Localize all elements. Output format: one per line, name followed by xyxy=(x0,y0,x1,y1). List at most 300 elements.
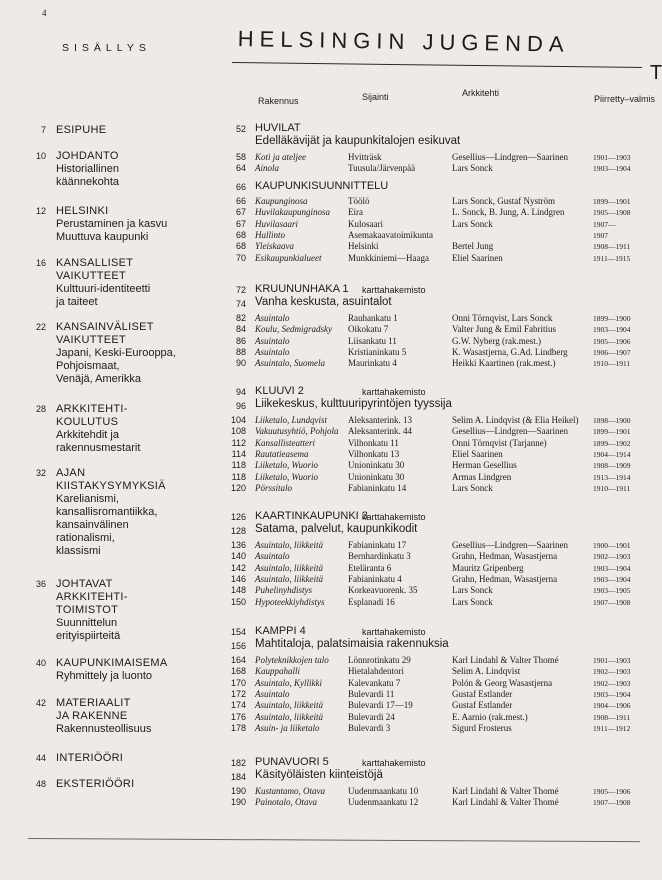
building-location: Aleksanterink. 13 xyxy=(348,415,412,425)
building-name: Huvilasaari xyxy=(255,218,299,229)
left-entry-page: 28 xyxy=(35,404,46,414)
building-row xyxy=(230,574,650,585)
building-years: 1903—1904 xyxy=(593,164,631,174)
building-architect: Lars Sonck xyxy=(452,163,493,174)
building-row xyxy=(230,230,650,241)
left-entry xyxy=(56,778,134,791)
building-row xyxy=(230,163,650,174)
building-row xyxy=(230,460,650,471)
building-location: Unioninkatu 30 xyxy=(348,471,405,482)
building-location: Lönnrotinkatu 29 xyxy=(348,655,411,665)
building-architect: Lars Sonck, Gustaf Nyström xyxy=(452,196,555,206)
building-architect: E. Aarnio (rak.mest.) xyxy=(452,711,528,722)
section-subtitle: Vanha keskusta, asuintalot xyxy=(255,296,392,308)
building-row xyxy=(230,666,650,677)
building-name: Asuintalo xyxy=(255,688,290,699)
building-architect: Herman Gesellius xyxy=(452,460,517,471)
building-name: Asuintalo xyxy=(255,346,290,357)
building-page: 178 xyxy=(230,722,246,733)
building-page: 67 xyxy=(235,218,246,229)
building-row xyxy=(230,449,650,460)
building-architect: Onni Törnqvist, Lars Sonck xyxy=(452,313,553,323)
building-row xyxy=(230,712,650,723)
section-map-label: karttahakemisto xyxy=(362,387,426,397)
building-row xyxy=(230,207,650,218)
building-years: 1908—1911 xyxy=(593,242,631,252)
building-page: 140 xyxy=(230,551,246,562)
building-page: 88 xyxy=(235,346,246,357)
left-entry-subheading: Japani, Keski-Eurooppa, xyxy=(56,347,176,359)
building-page: 112 xyxy=(231,437,246,448)
building-row xyxy=(230,241,650,252)
building-location: Asemakaavatoimikunta xyxy=(348,229,433,240)
bottom-rule xyxy=(28,838,640,842)
left-entry-subheading: erityispiirteitä xyxy=(56,630,121,642)
building-architect: Gesellius—Lindgren—Saarinen xyxy=(452,152,568,162)
section-page: 52 xyxy=(235,124,246,134)
section-page: 182 xyxy=(230,758,246,768)
building-years: 1906—1907 xyxy=(593,347,631,357)
left-entry xyxy=(56,403,140,455)
building-row xyxy=(230,253,650,264)
building-row xyxy=(230,551,650,562)
building-architect: Gustaf Estlander xyxy=(452,700,513,711)
building-page: 58 xyxy=(235,152,246,162)
building-page: 176 xyxy=(230,711,246,722)
building-location: Hvitträsk xyxy=(348,152,382,162)
building-page: 90 xyxy=(235,358,246,369)
section-subtitle-page: 184 xyxy=(230,772,246,782)
col-header-building: Rakennus xyxy=(258,96,299,106)
building-architect: Eliel Saarinen xyxy=(452,252,503,263)
building-row xyxy=(230,358,650,369)
building-row xyxy=(230,336,650,347)
building-name: Asuintalo xyxy=(255,551,290,562)
col-header-architect: Arkkitehti xyxy=(462,88,500,98)
building-years: 1898—1900 xyxy=(593,416,631,425)
left-entry-page: 12 xyxy=(35,206,46,216)
building-years: 1899—1901 xyxy=(593,427,631,437)
building-page: 68 xyxy=(235,229,246,240)
building-location: Aleksanterink. 44 xyxy=(348,426,412,437)
building-years: 1907—1908 xyxy=(593,597,631,607)
building-page: 190 xyxy=(230,797,246,808)
left-entry xyxy=(56,657,167,683)
building-name: Hypoteekkiyhdistys xyxy=(255,596,325,607)
col-header-location: Sijainti xyxy=(362,92,389,102)
section-page: 154 xyxy=(230,627,246,637)
building-architect: Karl Lindahl & Valter Thomé xyxy=(452,655,559,665)
building-architect: Lars Sonck xyxy=(452,218,493,229)
section-subtitle-page: 156 xyxy=(230,641,246,651)
building-page: 170 xyxy=(230,677,246,688)
book-title-overflow: T xyxy=(650,62,662,84)
building-page: 114 xyxy=(231,448,246,459)
building-architect: Eliel Saarinen xyxy=(452,448,503,459)
building-location: Vilhonkatu 13 xyxy=(348,448,400,459)
building-row xyxy=(230,597,650,608)
building-row xyxy=(230,678,650,689)
building-location: Uudenmaankatu 12 xyxy=(348,797,419,808)
section-page: 66 xyxy=(235,182,246,192)
building-years: 1904—1906 xyxy=(593,701,631,711)
building-years: 1899—1900 xyxy=(593,314,631,323)
building-location: Maurinkatu 4 xyxy=(348,358,397,369)
section-subtitle: Mahtitaloja, palatsimaisia rakennuksia xyxy=(255,638,449,650)
left-entry xyxy=(56,697,151,736)
building-page: 64 xyxy=(235,163,246,174)
building-location: Munkkiniemi—Haaga xyxy=(348,252,429,263)
building-name: Puhelinyhdistys xyxy=(255,585,312,596)
building-page: 70 xyxy=(235,252,246,263)
building-location: Unioninkatu 30 xyxy=(348,460,405,471)
building-location: Bulevardi 17—19 xyxy=(348,700,413,711)
building-name: Asuintalo, liikkeitä xyxy=(255,540,323,550)
building-location: Fabianinkatu 14 xyxy=(348,482,407,493)
building-page: 104 xyxy=(230,415,246,425)
building-page: 66 xyxy=(235,196,246,206)
building-years: 1904—1914 xyxy=(593,449,631,459)
building-name: Kauppahalli xyxy=(255,666,301,677)
building-page: 118 xyxy=(231,460,246,471)
title-rule xyxy=(232,62,642,68)
left-entry-heading: KANSALLISET xyxy=(56,257,134,269)
building-row xyxy=(230,415,650,426)
building-architect: Bertel Jung xyxy=(452,241,494,252)
left-entry-heading: INTERIÖÖRI xyxy=(56,752,124,764)
section-page: 72 xyxy=(235,285,246,295)
left-entry-subheading: rakennusmestarit xyxy=(56,442,141,454)
section-title: KAARTINKAUPUNKI 3 xyxy=(255,510,368,522)
building-page: 86 xyxy=(235,335,246,346)
left-entry-heading: ARKKITEHTI- xyxy=(56,403,128,415)
building-architect: Polón & Georg Wasastjerna xyxy=(452,677,553,688)
section-subtitle: Liikekeskus, kulttuuripyrintöjen tyyssija xyxy=(255,398,452,410)
building-architect: Onni Törnqvist (Tarjanne) xyxy=(452,437,547,448)
building-row xyxy=(230,786,650,797)
building-page: 108 xyxy=(230,426,246,437)
left-entry-subheading: Kulttuuri-identiteetti xyxy=(56,283,151,295)
left-entry-subheading: Suunnittelun xyxy=(56,617,118,629)
building-location: Bulevardi 3 xyxy=(348,722,391,733)
building-page: 136 xyxy=(230,540,246,550)
building-years: 1901—1903 xyxy=(593,153,631,162)
building-years: 1905—1906 xyxy=(593,787,631,796)
section-title: KAMPPI 4 xyxy=(255,625,306,637)
building-architect: L. Sonck, B. Jung, A. Lindgren xyxy=(452,207,565,218)
building-page: 142 xyxy=(230,562,246,573)
building-row xyxy=(230,563,650,574)
building-architect: Heikki Kaartinen (rak.mest.) xyxy=(452,358,556,369)
building-row xyxy=(230,483,650,494)
building-architect: Karl Lindahl & Valter Thomé xyxy=(452,786,559,796)
left-entry-heading: VAIKUTTEET xyxy=(56,270,127,282)
section-title: HUVILAT xyxy=(255,122,301,134)
section-subtitle-page: 96 xyxy=(235,401,246,411)
left-entry-page: 36 xyxy=(35,579,46,589)
building-years: 1908—1911 xyxy=(593,712,631,722)
building-row xyxy=(230,196,650,207)
building-location: Kristianinkatu 5 xyxy=(348,346,407,357)
building-years: 1903—1904 xyxy=(593,574,631,584)
building-location: Eira xyxy=(348,207,363,218)
building-years: 1910—1911 xyxy=(593,483,631,493)
left-entry-heading: TOIMISTOT xyxy=(56,604,119,616)
left-entry-heading: EKSTERIÖÖRI xyxy=(56,778,135,790)
left-entry-subheading: Rakennusteollisuus xyxy=(56,723,152,735)
building-architect: Gustaf Estlander xyxy=(452,688,513,699)
building-page: 67 xyxy=(235,207,246,218)
left-entry xyxy=(56,257,150,309)
building-architect: Grahn, Hedman, Wasastjerna xyxy=(452,551,558,562)
building-row xyxy=(230,655,650,666)
building-years: 1907— xyxy=(593,219,616,229)
building-name: Asuintalo, Kyllikki xyxy=(255,677,322,688)
building-row xyxy=(230,347,650,358)
building-page: 120 xyxy=(230,482,246,493)
building-name: Polyteknikkojen talo xyxy=(255,655,329,665)
section-subtitle: Käsityöläisten kiinteistöjä xyxy=(255,769,383,781)
left-entry-subheading: Historiallinen xyxy=(56,163,119,175)
building-name: Liiketalo, Wuorio xyxy=(255,471,318,482)
building-row xyxy=(230,700,650,711)
building-page: 172 xyxy=(230,688,246,699)
building-name: Kaupunginosa xyxy=(255,196,308,206)
building-name: Huvilakaupunginosa xyxy=(255,207,330,218)
building-architect: Lars Sonck xyxy=(452,482,493,493)
left-entry-heading: JA RAKENNE xyxy=(56,710,128,722)
left-entry-heading: KAUPUNKIMAISEMA xyxy=(56,657,168,669)
building-page: 118 xyxy=(231,471,246,482)
building-architect: Karl Lindahl & Valter Thomé xyxy=(452,797,559,808)
building-row xyxy=(230,438,650,449)
building-name: Koti ja ateljee xyxy=(255,152,306,162)
left-entry-subheading: ja taiteet xyxy=(56,296,98,308)
building-location: Bernhardinkatu 3 xyxy=(348,551,411,562)
building-page: 190 xyxy=(230,786,246,796)
building-years: 1903—1904 xyxy=(593,325,631,335)
section-title: KRUUNUNHAKA 1 xyxy=(255,283,349,295)
left-entry xyxy=(56,124,106,137)
building-architect: Mauritz Gripenberg xyxy=(452,562,524,573)
building-name: Painotalo, Otava xyxy=(255,797,317,808)
left-entry-page: 10 xyxy=(35,151,46,161)
building-page: 164 xyxy=(230,655,246,665)
building-location: Oikokatu 7 xyxy=(348,324,389,335)
building-name: Asuin- ja liiketalo xyxy=(255,722,320,733)
left-entry-subheading: kansallisromantiikka, xyxy=(56,506,158,518)
building-architect: G.W. Nyberg (rak.mest.) xyxy=(452,335,541,346)
section-map-label: karttahakemisto xyxy=(362,758,426,768)
building-architect: Gesellius—Lindgren—Saarinen xyxy=(452,426,568,437)
building-location: Kalevankatu 7 xyxy=(348,677,401,688)
section-map-label: karttahakemisto xyxy=(362,627,426,637)
building-location: Fabianinkatu 17 xyxy=(348,540,407,550)
building-row xyxy=(230,426,650,437)
left-entry-heading: KIISTAKYSYMYKSIÄ xyxy=(56,480,166,492)
left-entry-heading: AJAN xyxy=(56,467,86,479)
left-entry xyxy=(56,467,166,558)
building-name: Asuintalo, Suomela xyxy=(255,358,325,369)
section-title: PUNAVUORI 5 xyxy=(255,756,329,768)
building-location: Vilhonkatu 11 xyxy=(348,437,399,448)
left-entry-page: 32 xyxy=(35,468,46,478)
left-entry xyxy=(56,205,167,244)
left-entry-subheading: Ryhmittely ja luonto xyxy=(56,670,152,682)
building-row xyxy=(230,723,650,734)
building-years: 1903—1905 xyxy=(593,586,631,596)
left-entry xyxy=(56,150,119,189)
building-name: Asuintalo, liikkeitä xyxy=(255,711,323,722)
left-entry-subheading: rationalismi, xyxy=(56,532,115,544)
building-architect: Selim A. Lindqvist xyxy=(452,666,521,677)
building-years: 1910—1911 xyxy=(593,359,631,369)
building-page: 174 xyxy=(230,700,246,711)
building-row xyxy=(230,540,650,551)
building-architect: Sigurd Frosterus xyxy=(452,722,512,733)
building-name: Kustantamo, Otava xyxy=(255,786,326,796)
building-years: 1905—1908 xyxy=(593,208,631,218)
building-page: 148 xyxy=(230,585,246,596)
building-name: Esikaupunkialueet xyxy=(255,252,322,263)
building-location: Hietalahdentori xyxy=(348,666,404,677)
section-subtitle-page: 74 xyxy=(235,299,246,309)
building-location: Esplanadi 16 xyxy=(348,596,395,607)
building-years: 1901—1903 xyxy=(593,656,631,665)
building-row xyxy=(230,689,650,700)
building-location: Fabianinkatu 4 xyxy=(348,573,402,584)
building-name: Pörssitalo xyxy=(255,482,293,493)
left-entry-heading: KOULUTUS xyxy=(56,416,119,428)
building-location: Liisankatu 11 xyxy=(348,335,397,346)
building-page: 146 xyxy=(230,573,246,584)
left-entry xyxy=(56,752,123,765)
building-architect: Valter Jung & Emil Fabritius xyxy=(452,324,556,335)
building-architect: Grahn, Hedman, Wasastjerna xyxy=(452,573,558,584)
left-entry-page: 22 xyxy=(35,322,46,332)
left-entry-page: 16 xyxy=(35,258,46,268)
building-name: Vakuutusyhtiö, Pohjola xyxy=(255,426,339,437)
building-years: 1913—1914 xyxy=(593,472,631,482)
building-years: 1907 xyxy=(593,230,608,240)
left-entry-subheading: Pohjoismaat, xyxy=(56,360,120,372)
left-entry-page: 7 xyxy=(40,125,46,135)
left-entry-subheading: kansainvälinen xyxy=(56,519,129,531)
building-location: Eteläranta 6 xyxy=(348,562,392,573)
building-architect: Lars Sonck xyxy=(452,585,493,596)
building-name: Asuintalo, liikkeitä xyxy=(255,562,323,573)
building-name: Rautatieasema xyxy=(255,448,309,459)
building-row xyxy=(230,585,650,596)
building-page: 68 xyxy=(235,241,246,252)
building-row xyxy=(230,324,650,335)
left-entry-subheading: käännekohta xyxy=(56,176,119,188)
building-years: 1908—1909 xyxy=(593,461,631,471)
left-entry-subheading: Venäjä, Amerikka xyxy=(56,373,141,385)
building-years: 1899—1902 xyxy=(593,438,631,448)
building-location: Tuusula/Järvenpää xyxy=(348,163,416,174)
left-entry xyxy=(56,321,176,386)
building-architect: K. Wasastjerna, G.Ad. Lindberg xyxy=(452,346,568,357)
left-entry-heading: HELSINKI xyxy=(56,205,109,217)
building-name: Liiketalo, Wuorio xyxy=(255,460,318,471)
building-years: 1911—1915 xyxy=(593,253,631,263)
building-row xyxy=(230,219,650,230)
left-entry-page: 48 xyxy=(35,779,46,789)
left-entry-subheading: Arkkitehdit ja xyxy=(56,429,119,441)
building-page: 168 xyxy=(230,666,246,677)
building-years: 1902—1903 xyxy=(593,552,631,562)
building-years: 1905—1906 xyxy=(593,336,631,346)
building-name: Asuintalo, liikkeitä xyxy=(255,573,323,584)
building-location: Uudenmaankatu 10 xyxy=(348,786,419,796)
building-years: 1903—1904 xyxy=(593,563,631,573)
building-page: 150 xyxy=(230,596,246,607)
section-subtitle: Satama, palvelut, kaupunkikodit xyxy=(255,523,418,535)
building-page: 84 xyxy=(235,324,246,335)
left-entry-heading: JOHDANTO xyxy=(56,150,119,162)
building-years: 1902—1903 xyxy=(593,678,631,688)
section-title: KAUPUNKISUUNNITTELU xyxy=(255,180,389,192)
section-subtitle: Edelläkävijät ja kaupunkitalojen esikuvat xyxy=(255,135,461,147)
section-page: 94 xyxy=(235,387,246,397)
section-map-label: karttahakemisto xyxy=(362,285,426,295)
building-name: Liiketalo, Lundqvist xyxy=(255,415,327,425)
section-title: KLUUVI 2 xyxy=(255,385,304,397)
section-page: 126 xyxy=(230,512,246,522)
left-entry-heading: ESIPUHE xyxy=(56,124,107,136)
building-location: Korkeavuorenk. 35 xyxy=(348,585,418,596)
building-years: 1907—1908 xyxy=(593,798,631,808)
book-title: HELSINGIN JUGENDA xyxy=(237,26,570,57)
building-years: 1903—1904 xyxy=(593,689,631,699)
building-location: Bulevardi 11 xyxy=(348,688,395,699)
section-map-label: karttahakemisto xyxy=(362,512,426,522)
building-architect: Gesellius—Lindgren—Saarinen xyxy=(452,540,568,550)
left-entry xyxy=(56,578,128,643)
building-name: Koulu, Sedmigradsky xyxy=(255,324,332,335)
building-years: 1902—1903 xyxy=(593,667,631,677)
left-entry-heading: KANSAINVÄLISET xyxy=(56,321,154,333)
building-name: Hallinto xyxy=(255,229,286,240)
building-location: Töölö xyxy=(348,196,370,206)
left-entry-heading: ARKKITEHTI- xyxy=(56,591,128,603)
building-location: Rauhankatu 1 xyxy=(348,313,398,323)
left-entry-page: 44 xyxy=(35,753,46,763)
building-name: Yleiskaava xyxy=(255,241,294,252)
building-years: 1911—1912 xyxy=(593,723,631,733)
building-page: 82 xyxy=(235,313,246,323)
building-name: Kansallisteatteri xyxy=(255,437,316,448)
col-header-years: Piirretty–valmis xyxy=(594,94,656,104)
page-number: 4 xyxy=(42,8,47,18)
building-row xyxy=(230,797,650,808)
building-name: Asuintalo xyxy=(255,313,290,323)
building-location: Helsinki xyxy=(348,241,379,252)
left-entry-heading: MATERIAALIT xyxy=(56,697,131,709)
left-entry-heading: JOHTAVAT xyxy=(56,578,113,590)
building-row xyxy=(230,152,650,163)
left-entry-page: 42 xyxy=(35,698,46,708)
building-name: Asuintalo, liikkeitä xyxy=(255,700,323,711)
building-years: 1900—1901 xyxy=(593,541,631,550)
building-name: Asuintalo xyxy=(255,335,290,346)
left-entry-heading: VAIKUTTEET xyxy=(56,334,127,346)
building-row xyxy=(230,472,650,483)
left-entry-subheading: Karelianismi, xyxy=(56,493,119,505)
left-entry-subheading: Muuttuva kaupunki xyxy=(56,231,149,243)
building-name: Ainola xyxy=(255,163,279,174)
